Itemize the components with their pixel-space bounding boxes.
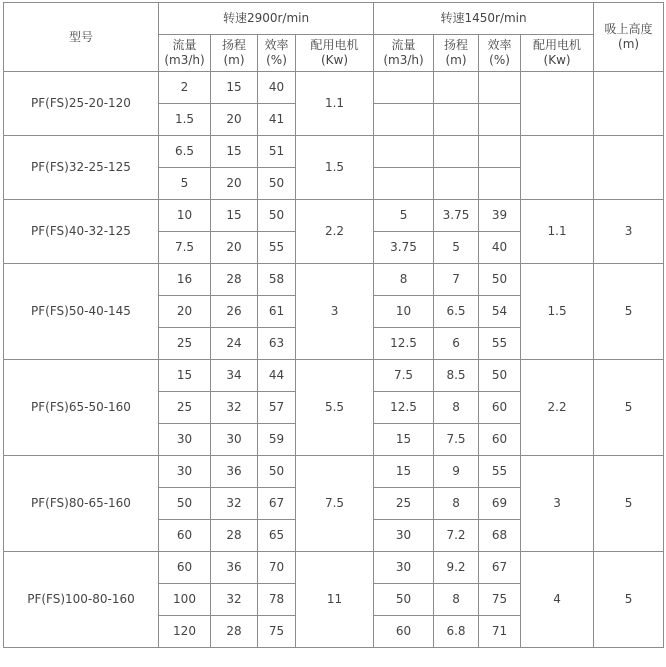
head-1450: 7.5 bbox=[434, 424, 479, 456]
head-1450: 9 bbox=[434, 456, 479, 488]
header-efficiency-1450: 效率 (%) bbox=[479, 35, 521, 72]
head-1450: 8 bbox=[434, 584, 479, 616]
head-1450 bbox=[434, 104, 479, 136]
efficiency-2900: 63 bbox=[258, 328, 296, 360]
head-1450: 6.8 bbox=[434, 616, 479, 648]
header-suction-height bbox=[594, 3, 664, 72]
table-row bbox=[4, 360, 664, 392]
flow-2900: 5 bbox=[159, 168, 211, 200]
efficiency-1450: 39 bbox=[479, 200, 521, 232]
spec-body bbox=[4, 72, 664, 648]
header-flow-1450: 流量 (m3/h) bbox=[374, 35, 434, 72]
flow-1450 bbox=[374, 72, 434, 104]
efficiency-2900: 41 bbox=[258, 104, 296, 136]
flow-2900: 1.5 bbox=[159, 104, 211, 136]
header-speed-2900: 转速2900r/min bbox=[159, 3, 374, 35]
motor-1450: 1.1 bbox=[521, 200, 594, 264]
efficiency-2900: 78 bbox=[258, 584, 296, 616]
efficiency-1450: 50 bbox=[479, 360, 521, 392]
flow-1450: 60 bbox=[374, 616, 434, 648]
table-row bbox=[4, 264, 664, 296]
efficiency-2900: 70 bbox=[258, 552, 296, 584]
efficiency-2900: 50 bbox=[258, 456, 296, 488]
head-1450: 7 bbox=[434, 264, 479, 296]
head-1450: 3.75 bbox=[434, 200, 479, 232]
flow-2900: 60 bbox=[159, 552, 211, 584]
model-name: PF(FS)100-80-160 bbox=[4, 552, 159, 648]
motor-1450 bbox=[521, 136, 594, 200]
flow-1450: 30 bbox=[374, 552, 434, 584]
head-1450: 8.5 bbox=[434, 360, 479, 392]
head-2900: 36 bbox=[211, 456, 258, 488]
motor-2900: 5.5 bbox=[296, 360, 374, 456]
flow-2900: 120 bbox=[159, 616, 211, 648]
flow-1450: 15 bbox=[374, 424, 434, 456]
efficiency-1450: 71 bbox=[479, 616, 521, 648]
header-head-2900: 扬程 (m) bbox=[211, 35, 258, 72]
efficiency-2900: 51 bbox=[258, 136, 296, 168]
model-name: PF(FS)32-25-125 bbox=[4, 136, 159, 200]
head-2900: 20 bbox=[211, 232, 258, 264]
table-row bbox=[4, 72, 664, 104]
efficiency-2900: 57 bbox=[258, 392, 296, 424]
flow-2900: 50 bbox=[159, 488, 211, 520]
efficiency-1450: 69 bbox=[479, 488, 521, 520]
model-name: PF(FS)25-20-120 bbox=[4, 72, 159, 136]
flow-1450: 50 bbox=[374, 584, 434, 616]
suction-height: 5 bbox=[594, 552, 664, 648]
efficiency-1450: 60 bbox=[479, 424, 521, 456]
motor-1450: 3 bbox=[521, 456, 594, 552]
header-motor-1450: 配用电机 (Kw) bbox=[521, 35, 594, 72]
flow-2900: 6.5 bbox=[159, 136, 211, 168]
head-2900: 32 bbox=[211, 584, 258, 616]
suction-height: 5 bbox=[594, 264, 664, 360]
head-2900: 20 bbox=[211, 104, 258, 136]
head-1450: 5 bbox=[434, 232, 479, 264]
head-1450: 8 bbox=[434, 392, 479, 424]
efficiency-1450: 75 bbox=[479, 584, 521, 616]
flow-2900: 30 bbox=[159, 424, 211, 456]
efficiency-2900: 59 bbox=[258, 424, 296, 456]
flow-1450: 12.5 bbox=[374, 328, 434, 360]
pump-spec-table bbox=[3, 2, 664, 648]
flow-1450: 30 bbox=[374, 520, 434, 552]
header-row-1 bbox=[4, 3, 664, 35]
motor-1450: 4 bbox=[521, 552, 594, 648]
model-name: PF(FS)80-65-160 bbox=[4, 456, 159, 552]
suction-height bbox=[594, 136, 664, 200]
head-1450 bbox=[434, 168, 479, 200]
efficiency-1450: 54 bbox=[479, 296, 521, 328]
efficiency-2900: 61 bbox=[258, 296, 296, 328]
table-row bbox=[4, 552, 664, 584]
flow-1450: 3.75 bbox=[374, 232, 434, 264]
motor-2900: 7.5 bbox=[296, 456, 374, 552]
flow-1450: 10 bbox=[374, 296, 434, 328]
flow-1450 bbox=[374, 136, 434, 168]
model-name: PF(FS)50-40-145 bbox=[4, 264, 159, 360]
efficiency-1450: 50 bbox=[479, 264, 521, 296]
head-2900: 28 bbox=[211, 264, 258, 296]
motor-2900: 3 bbox=[296, 264, 374, 360]
efficiency-1450: 55 bbox=[479, 328, 521, 360]
head-2900: 28 bbox=[211, 616, 258, 648]
flow-1450: 5 bbox=[374, 200, 434, 232]
motor-2900: 11 bbox=[296, 552, 374, 648]
flow-1450: 12.5 bbox=[374, 392, 434, 424]
suction-height bbox=[594, 72, 664, 136]
efficiency-1450: 40 bbox=[479, 232, 521, 264]
motor-1450: 1.5 bbox=[521, 264, 594, 360]
head-1450 bbox=[434, 136, 479, 168]
header-model: 型号 bbox=[4, 3, 159, 72]
head-1450 bbox=[434, 72, 479, 104]
flow-2900: 30 bbox=[159, 456, 211, 488]
head-2900: 32 bbox=[211, 488, 258, 520]
head-1450: 9.2 bbox=[434, 552, 479, 584]
efficiency-2900: 50 bbox=[258, 200, 296, 232]
head-1450: 6.5 bbox=[434, 296, 479, 328]
efficiency-2900: 65 bbox=[258, 520, 296, 552]
efficiency-2900: 50 bbox=[258, 168, 296, 200]
flow-2900: 2 bbox=[159, 72, 211, 104]
flow-2900: 25 bbox=[159, 328, 211, 360]
model-name: PF(FS)65-50-160 bbox=[4, 360, 159, 456]
header-efficiency-2900: 效率 (%) bbox=[258, 35, 296, 72]
header-suction-line1: 吸上高度 bbox=[604, 22, 653, 36]
efficiency-1450 bbox=[479, 168, 521, 200]
suction-height: 5 bbox=[594, 456, 664, 552]
flow-2900: 25 bbox=[159, 392, 211, 424]
flow-1450 bbox=[374, 168, 434, 200]
efficiency-2900: 75 bbox=[258, 616, 296, 648]
table-row bbox=[4, 456, 664, 488]
table-row bbox=[4, 200, 664, 232]
efficiency-1450: 68 bbox=[479, 520, 521, 552]
head-2900: 20 bbox=[211, 168, 258, 200]
head-2900: 34 bbox=[211, 360, 258, 392]
flow-2900: 60 bbox=[159, 520, 211, 552]
model-name: PF(FS)40-32-125 bbox=[4, 200, 159, 264]
head-2900: 15 bbox=[211, 72, 258, 104]
flow-2900: 100 bbox=[159, 584, 211, 616]
suction-height: 3 bbox=[594, 200, 664, 264]
efficiency-1450: 67 bbox=[479, 552, 521, 584]
efficiency-2900: 58 bbox=[258, 264, 296, 296]
flow-1450: 8 bbox=[374, 264, 434, 296]
head-2900: 24 bbox=[211, 328, 258, 360]
head-2900: 32 bbox=[211, 392, 258, 424]
header-speed-1450: 转速1450r/min bbox=[374, 3, 594, 35]
head-2900: 28 bbox=[211, 520, 258, 552]
head-1450: 8 bbox=[434, 488, 479, 520]
efficiency-1450: 60 bbox=[479, 392, 521, 424]
table-row bbox=[4, 136, 664, 168]
flow-2900: 20 bbox=[159, 296, 211, 328]
efficiency-2900: 55 bbox=[258, 232, 296, 264]
efficiency-1450 bbox=[479, 136, 521, 168]
flow-2900: 10 bbox=[159, 200, 211, 232]
flow-1450: 7.5 bbox=[374, 360, 434, 392]
flow-1450: 15 bbox=[374, 456, 434, 488]
head-2900: 36 bbox=[211, 552, 258, 584]
motor-1450: 2.2 bbox=[521, 360, 594, 456]
flow-2900: 16 bbox=[159, 264, 211, 296]
header-suction-line2: (m) bbox=[618, 37, 640, 51]
head-2900: 15 bbox=[211, 200, 258, 232]
motor-1450 bbox=[521, 72, 594, 136]
efficiency-2900: 40 bbox=[258, 72, 296, 104]
efficiency-1450 bbox=[479, 72, 521, 104]
flow-2900: 7.5 bbox=[159, 232, 211, 264]
motor-2900: 1.5 bbox=[296, 136, 374, 200]
head-2900: 15 bbox=[211, 136, 258, 168]
head-1450: 6 bbox=[434, 328, 479, 360]
flow-1450: 25 bbox=[374, 488, 434, 520]
motor-2900: 1.1 bbox=[296, 72, 374, 136]
efficiency-2900: 44 bbox=[258, 360, 296, 392]
efficiency-1450 bbox=[479, 104, 521, 136]
header-head-1450: 扬程 (m) bbox=[434, 35, 479, 72]
suction-height: 5 bbox=[594, 360, 664, 456]
flow-1450 bbox=[374, 104, 434, 136]
efficiency-1450: 55 bbox=[479, 456, 521, 488]
head-2900: 26 bbox=[211, 296, 258, 328]
motor-2900: 2.2 bbox=[296, 200, 374, 264]
head-1450: 7.2 bbox=[434, 520, 479, 552]
flow-2900: 15 bbox=[159, 360, 211, 392]
header-motor-2900: 配用电机 (Kw) bbox=[296, 35, 374, 72]
efficiency-2900: 67 bbox=[258, 488, 296, 520]
head-2900: 30 bbox=[211, 424, 258, 456]
header-flow-2900: 流量 (m3/h) bbox=[159, 35, 211, 72]
